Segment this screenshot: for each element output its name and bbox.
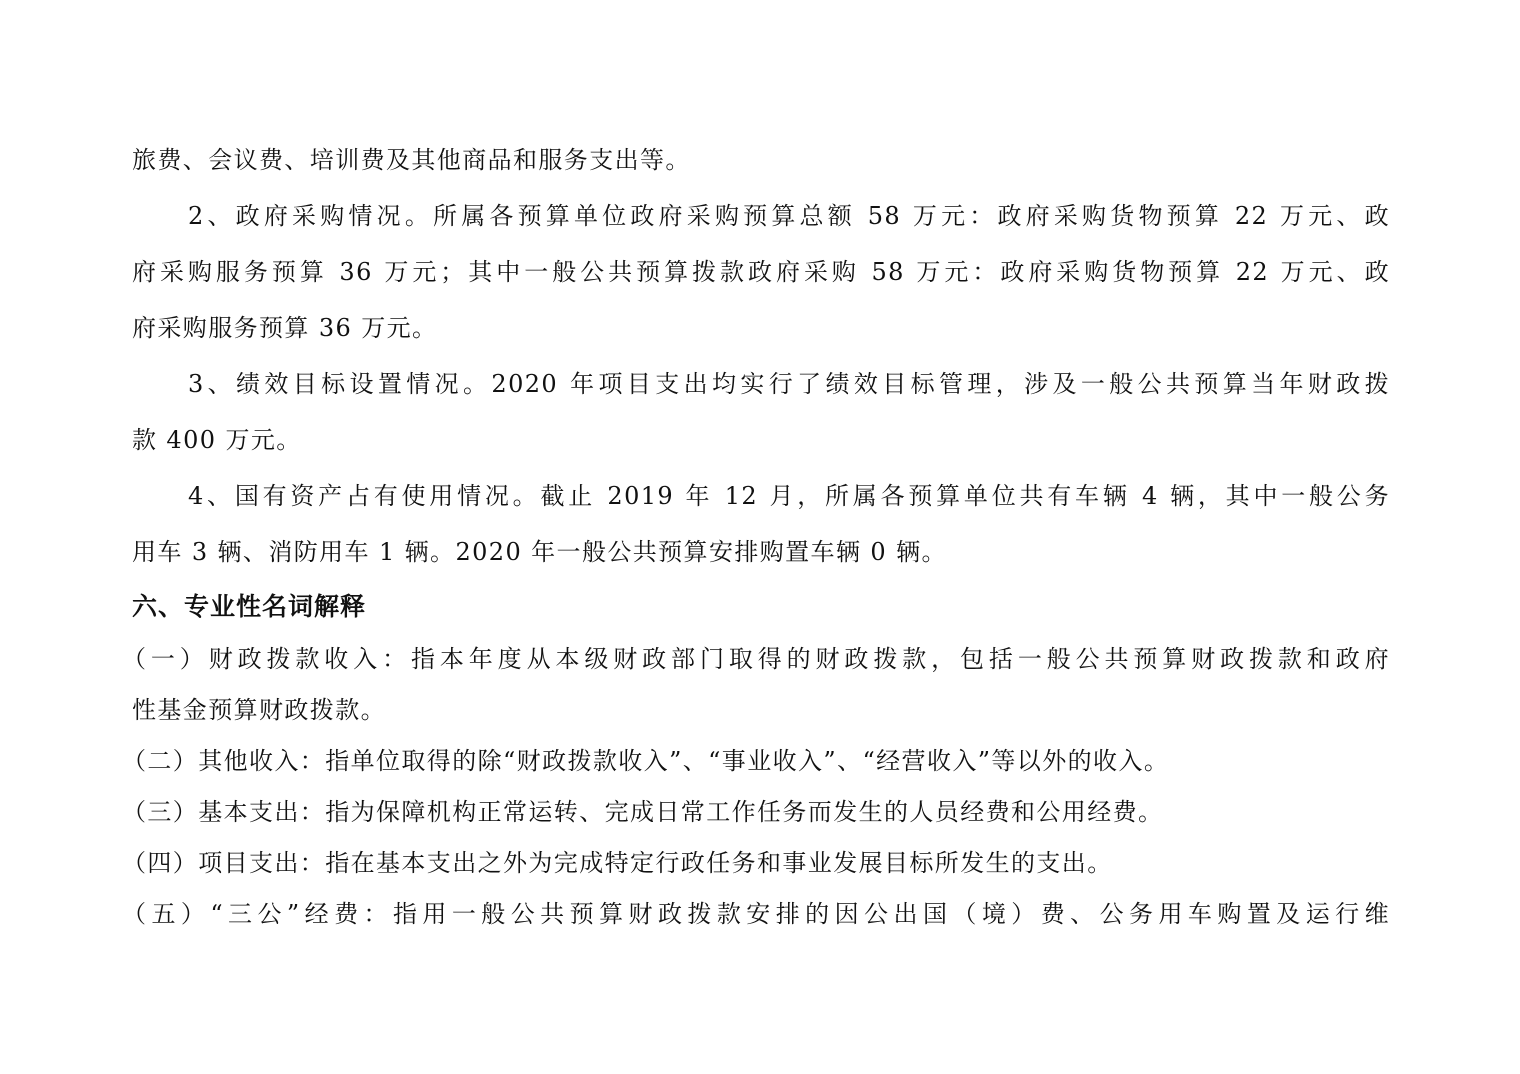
section-heading: 六、专业性名词解释 [132, 592, 367, 621]
document-body [122, 132, 1390, 940]
definition-line: （五）“三公”经费：指用一般公共预算财政拨款安排的因公出国（境）费、公务用车购置及运行维 [122, 900, 1390, 928]
definition-line: （二）其他收入：指单位取得的除“财政拨款收入”、“事业收入”、“经营收入”等以外的收入。 [122, 747, 1170, 775]
body-text-line: 旅费、会议费、培训费及其他商品和服务支出等。 [132, 146, 691, 174]
definition-line: 性基金预算财政拨款。 [132, 696, 386, 724]
body-text-line: 2、政府采购情况。所属各预算单位政府采购预算总额 58 万元：政府采购货物预算 22 万元、政 [188, 202, 1390, 230]
body-text-line: 用车 3 辆、消防用车 1 辆。2020 年一般公共预算安排购置车辆 0 辆。 [132, 538, 947, 566]
definition-line: （一）财政拨款收入：指本年度从本级财政部门取得的财政拨款，包括一般公共预算财政拨款和政府 [122, 645, 1390, 673]
body-text-line: 4、国有资产占有使用情况。截止 2019 年 12 月，所属各预算单位共有车辆 4 辆，其中一般公务 [188, 482, 1390, 510]
body-text-line: 府采购服务预算 36 万元。 [132, 314, 438, 342]
body-text-line: 款 400 万元。 [132, 426, 302, 454]
body-text-line: 府采购服务预算 36 万元；其中一般公共预算拨款政府采购 58 万元：政府采购货物预算 22 万元、政 [132, 258, 1390, 286]
body-text-line: 3、绩效目标设置情况。2020 年项目支出均实行了绩效目标管理，涉及一般公共预算当年财政拨 [188, 370, 1390, 398]
definition-line: （四）项目支出：指在基本支出之外为完成特定行政任务和事业发展目标所发生的支出。 [122, 849, 1113, 877]
definition-line: （三）基本支出：指为保障机构正常运转、完成日常工作任务而发生的人员经费和公用经费。 [122, 798, 1164, 826]
